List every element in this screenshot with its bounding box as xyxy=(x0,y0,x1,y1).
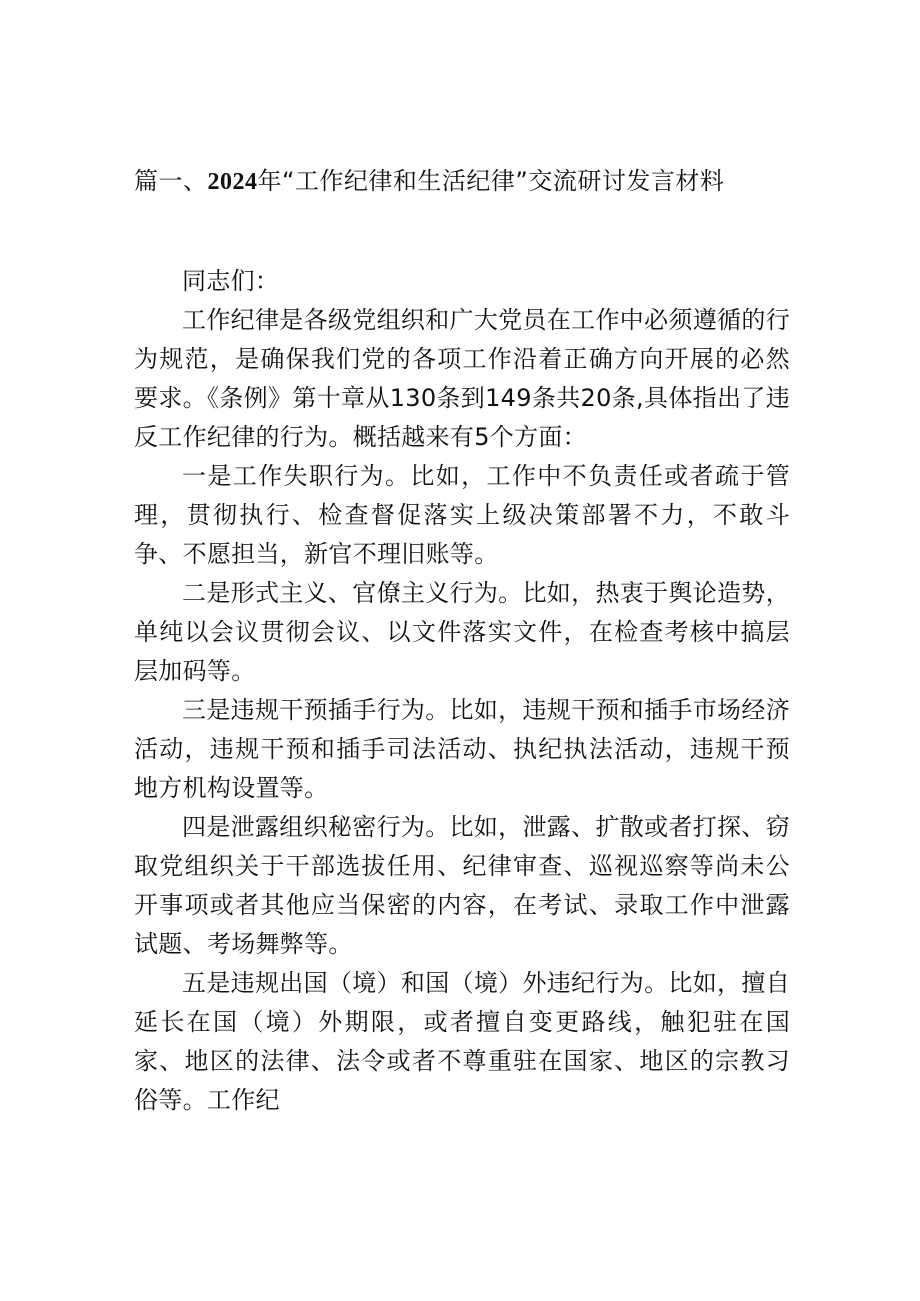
paragraph-salutation: 同志们： xyxy=(182,267,280,295)
paragraph-intro: 工作纪律是各级党组织和广大党员在工作中必须遵循的行为规范，是确保我们党的各项工作沿着正确方向开展的必然要求。《条例》第十章从130条到149条共20条,具体指出了违反工作纪律的行为。概括越来有5个方面： xyxy=(134,306,790,451)
paragraph-point-2: 二是形式主义、官僚主义行为。比如，热衷于舆论造势，单纯以会议贯彻会议、以文件落实文件，在检查考核中搞层层加码等。 xyxy=(134,579,790,685)
paragraph-point-4: 四是泄露组织秘密行为。比如，泄露、扩散或者打探、窃取党组织关于干部选拔任用、纪律审查、巡视巡察等尚未公开事项或者其他应当保密的内容，在考试、录取工作中泄露试题、考场舞弊等。 xyxy=(134,813,790,958)
document-body xyxy=(134,262,790,1120)
title-prefix: 篇一、 xyxy=(134,167,208,195)
paragraph-point-1: 一是工作失职行为。比如，工作中不负责任或者疏于管理，贯彻执行、检查督促落实上级决策部署不力，不敢斗争、不愿担当，新官不理旧账等。 xyxy=(134,462,790,568)
title-rest: 年“工作纪律和生活纪律”交流研讨发言材料 xyxy=(257,167,725,195)
document-title xyxy=(134,163,794,200)
paragraph-point-3: 三是违规干预插手行为。比如，违规干预和插手市场经济活动，违规干预和插手司法活动、执纪执法活动，违规干预地方机构设置等。 xyxy=(134,696,790,802)
paragraph-point-5: 五是违规出国（境）和国（境）外违纪行为。比如，擅自延长在国（境）外期限，或者擅自变更路线，触犯驻在国家、地区的法律、法令或者不尊重驻在国家、地区的宗教习俗等。工作纪 xyxy=(134,969,790,1114)
title-year: 2024 xyxy=(207,169,258,195)
